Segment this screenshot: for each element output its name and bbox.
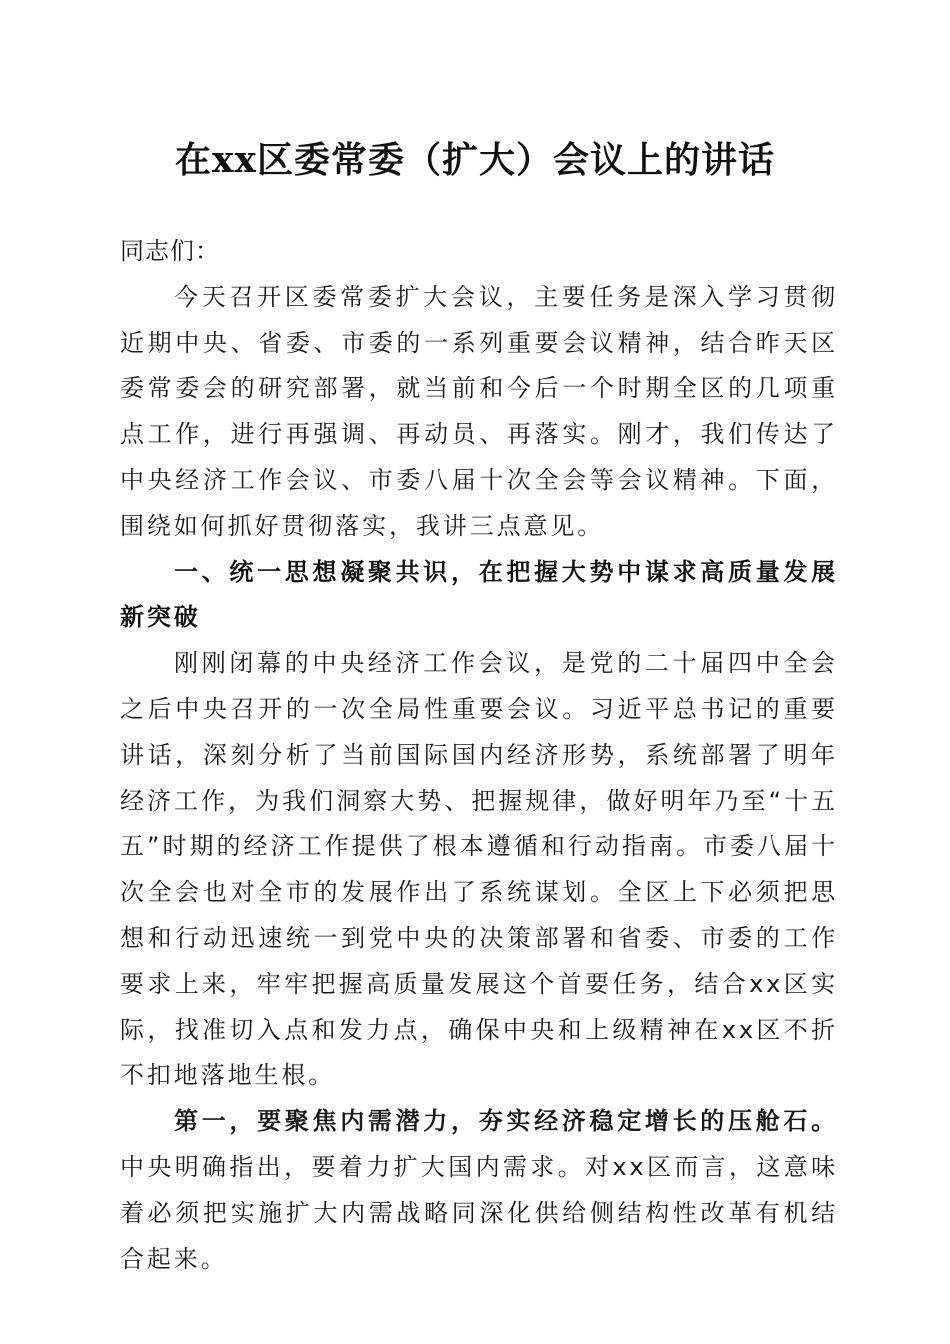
point-1-lead: 第一，要聚焦内需潜力，夯实经济稳定增长的压舱石。: [174, 1107, 838, 1136]
section-1-heading: 一、统一思想凝聚共识，在把握大势中谋求高质量发展新突破: [120, 557, 838, 632]
document-body: [120, 229, 838, 1282]
salutation: 同志们：: [120, 237, 220, 265]
section-1-paragraph: 刚刚闭幕的中央经济工作会议，是党的二十届四中全会之后中央召开的一次全局性重要会议。习近平总书记的重要讲话，深刻分析了当前国际国内经济形势，系统部署了明年经济工作，为我们洞察大势、把握规律，做好明年乃至“十五五”时期的经济工作提供了根本遵循和行动指南。市委八届十次全会也对全市的发展作出了系统谋划。全区上下必须把思想和行动迅速统一到党中央的决策部署和省委、市委的工作要求上来，牢牢把握高质量发展这个首要任务，结合xx区实际，找准切入点和发力点，确保中央和上级精神在xx区不折不扣地落地生根。: [120, 649, 838, 1090]
document-title: 在xx区委常委（扩大）会议上的讲话: [175, 139, 775, 181]
point-1-text: 中央明确指出，要着力扩大国内需求。对xx区而言，这意味着必须把实施扩大内需战略同深化供给侧结构性改革有机结合起来。: [120, 1152, 838, 1273]
point-1-paragraph: [120, 1099, 838, 1282]
intro-paragraph: 今天召开区委常委扩大会议，主要任务是深入学习贯彻近期中央、省委、市委的一系列重要会议精神，结合昨天区委常委会的研究部署，就当前和今后一个时期全区的几项重点工作，进行再强调、再动员、再落实。刚才，我们传达了中央经济工作会议、市委八届十次全会等会议精神。下面，围绕如何抓好贯彻落实，我讲三点意见。: [120, 282, 838, 540]
